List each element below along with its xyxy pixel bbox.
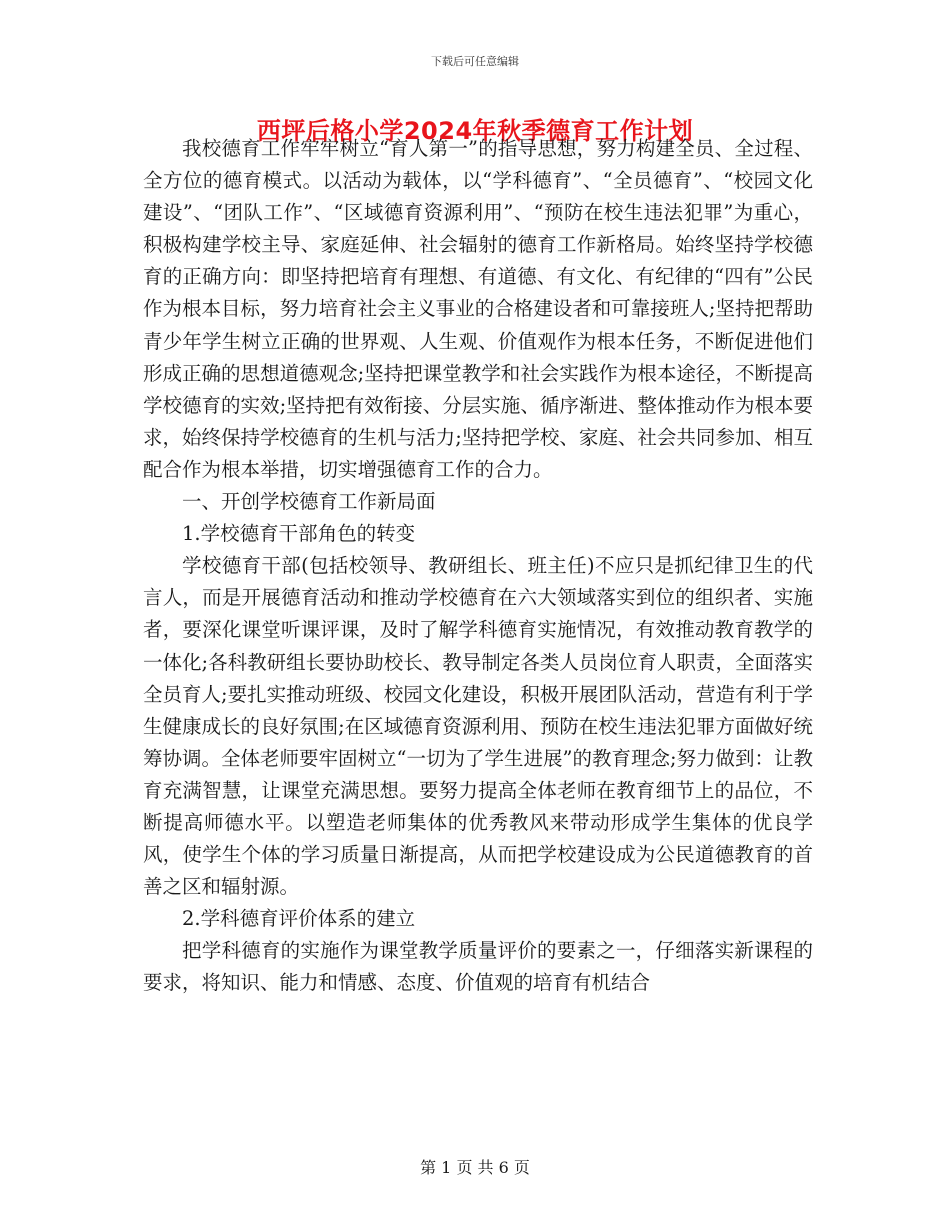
subsection-heading-1: 1.学校德育干部角色的转变 <box>182 522 416 546</box>
document-title: 西坪后格小学2024年秋季德育工作计划 <box>256 117 694 145</box>
section-heading-1: 一、开创学校德育工作新局面 <box>182 490 436 514</box>
paragraph-intro: 我校德育工作牢牢树立“育人第一”的指导思想，努力构建全员、全过程、全方位的德育模式。以活动为载体，以“学科德育”、“全员德育”、“校园文化建设”、“团队工作”、“区域德育资源利用”、“预防在校生违法犯罪”为重心，积极构建学校主导、家庭延伸、社会辐射的德育工作新格局。始终坚持学校德育的正确方向：即坚持把培育有理想、有道德、有文化、有纪律的“四有”公民作为根本目标，努力培育社会主义事业的合格建设者和可靠接班人;坚持把帮助青少年学生树立正确的世界观、人生观、价值观作为根本任务，不断促进他们形成正确的思想道德观念;坚持把课堂教学和社会实践作为根本途径，不断提高学校德育的实效;坚持把有效衔接、分层实施、循序渐进、整体推动作为根本要求，始终保持学校德育的生机与活力;坚持把学校、家庭、社会共同参加、相互配合作为根本举措，切实增强德育工作的合力。 <box>143 137 813 481</box>
page-number: 第 1 页 共 6 页 <box>420 1158 530 1177</box>
paragraph-evaluation: 把学科德育的实施作为课堂教学质量评价的要素之一，仔细落实新课程的要求，将知识、能力和情感、态度、价值观的培育有机结合 <box>143 939 813 995</box>
paragraph-role-change: 学校德育干部(包括校领导、教研组长、班主任)不应只是抓纪律卫生的代言人，而是开展德育活动和推动学校德育在六大领域落实到位的组织者、实施者，要深化课堂听课评课，及时了解学科德育实施情况，有效推动教育教学的一体化;各科教研组长要协助校长、教导制定各类人员岗位育人职责，全面落实全员育人;要扎实推动班级、校园文化建设，积极开展团队活动，营造有利于学生健康成长的良好氛围;在区域德育资源利用、预防在校生违法犯罪方面做好统筹协调。全体老师要牢固树立“一切为了学生进展”的教育理念;努力做到：让教育充满智慧，让课堂充满思想。要努力提高全体老师在教育细节上的品位，不断提高师德水平。以塑造老师集体的优秀教风来带动形成学生集体的优良学风，使学生个体的学习质量日渐提高，从而把学校建设成为公民道德教育的首善之区和辐射源。 <box>143 554 814 899</box>
subsection-heading-2: 2.学科德育评价体系的建立 <box>182 907 416 931</box>
header-note: 下载后可任意编辑 <box>431 55 519 68</box>
document-body <box>143 133 813 1000</box>
